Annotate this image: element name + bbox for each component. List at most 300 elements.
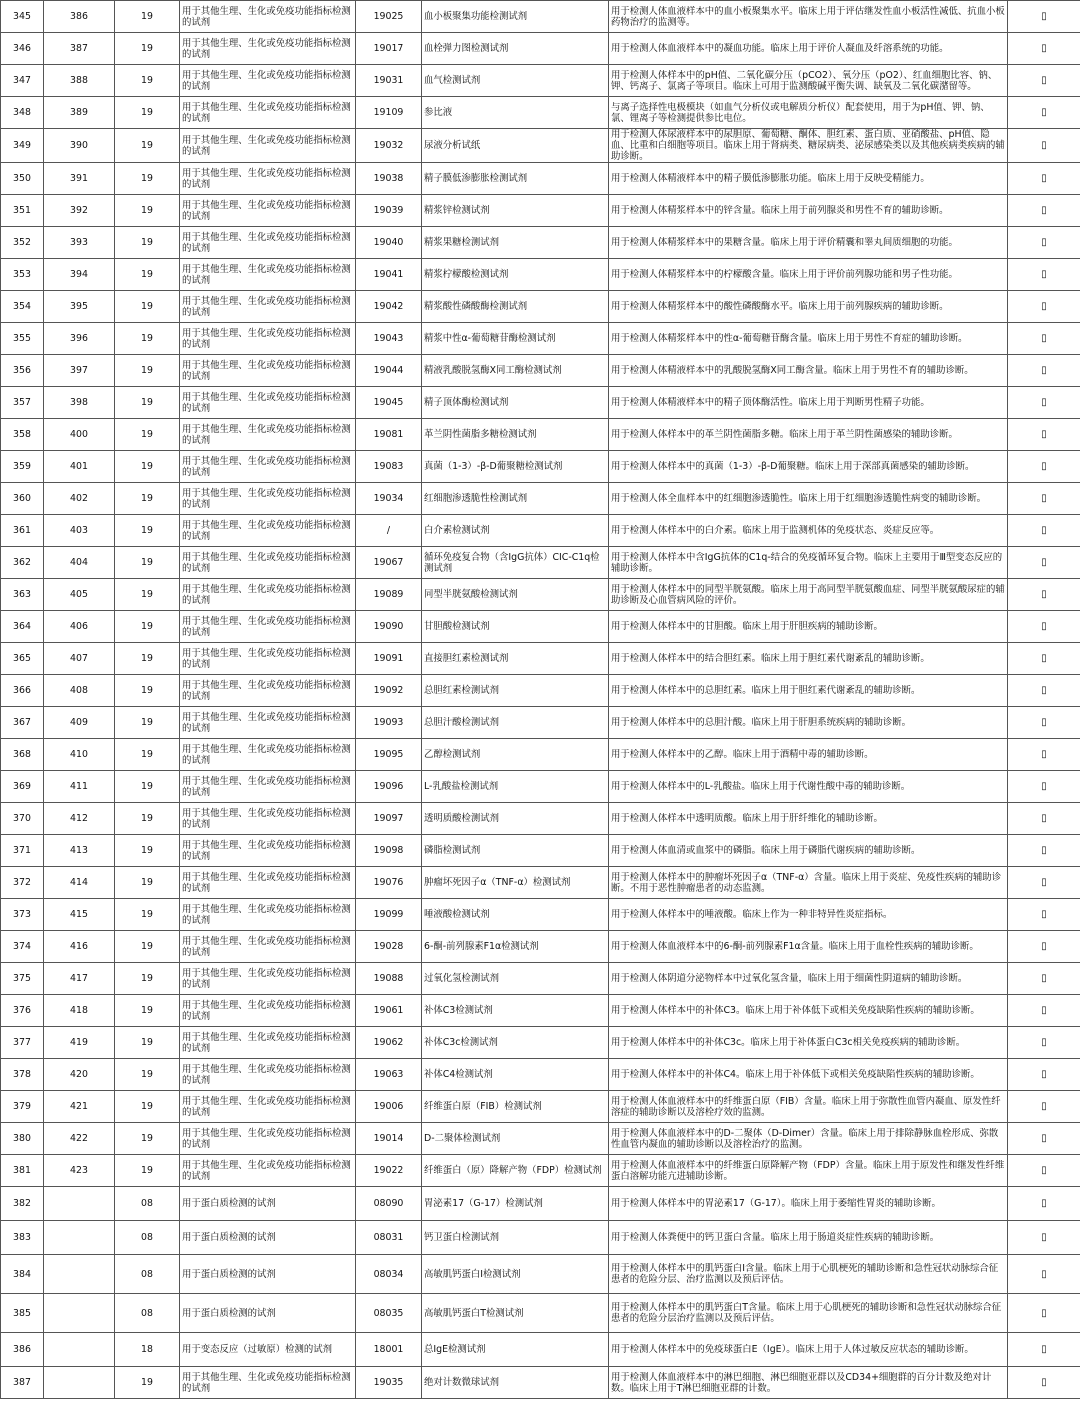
row-seq-cell: 383 (1, 1221, 44, 1255)
row-category-name-cell: 用于其他生理、生化或免疫功能指标检测的试剂 (180, 675, 356, 707)
row-mark-cell: ▯ (1008, 803, 1080, 835)
row-description-text: 用于检测人体血液样本中的纤维蛋白原（FIB）含量。临床上用于弥散性血管内凝血、原发性纤溶症的辅助诊断以及溶栓疗效的监测。 (611, 1095, 1001, 1118)
row-seq-cell: 368 (1, 739, 44, 771)
row-category-code-cell: 19 (115, 65, 180, 97)
row-description-cell (609, 515, 1008, 547)
row-description-text: 用于检测人体样本中的免疫球蛋白E（IgE）。临床上用于人体过敏反应状态的辅助诊断。 (611, 1344, 974, 1355)
row-product-name-cell: 纤维蛋白（原）降解产物（FDP）检测试剂 (422, 1155, 609, 1187)
row-category-name-cell: 用于其他生理、生化或免疫功能指标检测的试剂 (180, 931, 356, 963)
row-seq-cell: 378 (1, 1059, 44, 1091)
table-row (1, 931, 1080, 963)
row-category-code-cell: 19 (115, 227, 180, 259)
row-product-name-cell: 精浆柠檬酸检测试剂 (422, 259, 609, 291)
row-seq-cell: 347 (1, 65, 44, 97)
row-description-text: 用于检测人体血液样本中的血小板聚集水平。临床上用于评估继发性血小板活性减低、抗血小板药物治疗的监测等。 (611, 5, 1005, 28)
table-row (1, 163, 1080, 195)
row-product-name-cell: 总胆红素检测试剂 (422, 675, 609, 707)
table-row (1, 195, 1080, 227)
row-item-code-cell: 19028 (356, 931, 422, 963)
row-category-code-cell: 19 (115, 129, 180, 163)
row-mark-cell: ▯ (1008, 291, 1080, 323)
row-mark-cell: ▯ (1008, 739, 1080, 771)
row-original-seq-cell: 416 (44, 931, 115, 963)
row-item-code-cell: 19042 (356, 291, 422, 323)
row-mark-cell: ▯ (1008, 963, 1080, 995)
row-category-code-cell: 19 (115, 995, 180, 1027)
row-description-cell (609, 771, 1008, 803)
row-original-seq-cell: 388 (44, 65, 115, 97)
row-category-code-cell: 08 (115, 1187, 180, 1221)
row-item-code-cell: 19098 (356, 835, 422, 867)
row-category-name-cell: 用于其他生理、生化或免疫功能指标检测的试剂 (180, 771, 356, 803)
row-category-name-cell: 用于其他生理、生化或免疫功能指标检测的试剂 (180, 643, 356, 675)
row-item-code-cell: 19061 (356, 995, 422, 1027)
row-category-code-cell: 19 (115, 867, 180, 899)
row-description-cell (609, 1027, 1008, 1059)
row-description-cell (609, 547, 1008, 579)
row-mark-cell: ▯ (1008, 483, 1080, 515)
table-row (1, 1027, 1080, 1059)
row-original-seq-cell: 420 (44, 1059, 115, 1091)
row-description-text: 用于检测人体样本中的胃泌素17（G-17）。临床上用于萎缩性胃炎的辅助诊断。 (611, 1198, 941, 1209)
row-description-cell (609, 483, 1008, 515)
row-description-text: 用于检测人体血液样本中的6-酮-前列腺素F1α含量。临床上用于血栓性疾病的辅助诊断。 (611, 941, 979, 952)
row-mark-cell: ▯ (1008, 1091, 1080, 1123)
row-description-cell (609, 227, 1008, 259)
row-description-cell (609, 1123, 1008, 1155)
row-seq-cell: 351 (1, 195, 44, 227)
row-category-code-cell: 19 (115, 931, 180, 963)
table-row (1, 259, 1080, 291)
table-row (1, 835, 1080, 867)
row-seq-cell: 374 (1, 931, 44, 963)
row-product-name-cell: 精浆果糖检测试剂 (422, 227, 609, 259)
row-description-text: 用于检测人体精浆样本中的柠檬酸含量。临床上用于评价前列腺功能和男子性功能。 (611, 269, 958, 280)
row-product-name-cell: 高敏肌钙蛋白I检测试剂 (422, 1255, 609, 1294)
row-category-code-cell: 19 (115, 1155, 180, 1187)
row-item-code-cell: 19032 (356, 129, 422, 163)
row-description-cell (609, 867, 1008, 899)
row-mark-cell: ▯ (1008, 1059, 1080, 1091)
row-original-seq-cell: 400 (44, 419, 115, 451)
row-description-text: 用于检测人体精液样本中的精子膜低渗膨胀功能。临床上用于反映受精能力。 (611, 173, 930, 184)
row-original-seq-cell: 393 (44, 227, 115, 259)
row-description-text: 用于检测人体全血样本中的红细胞渗透脆性。临床上用于红细胞渗透脆性病变的辅助诊断。 (611, 493, 987, 504)
table-row (1, 1059, 1080, 1091)
row-seq-cell: 365 (1, 643, 44, 675)
row-original-seq-cell: 402 (44, 483, 115, 515)
row-original-seq-cell: 401 (44, 451, 115, 483)
row-category-name-cell: 用于其他生理、生化或免疫功能指标检测的试剂 (180, 419, 356, 451)
row-original-seq-cell: 397 (44, 355, 115, 387)
row-original-seq-cell: 394 (44, 259, 115, 291)
row-product-name-cell: 透明质酸检测试剂 (422, 803, 609, 835)
row-original-seq-cell: 404 (44, 547, 115, 579)
row-item-code-cell: 19041 (356, 259, 422, 291)
row-category-name-cell: 用于蛋白质检测的试剂 (180, 1255, 356, 1294)
row-product-name-cell: 总胆汁酸检测试剂 (422, 707, 609, 739)
table-row (1, 451, 1080, 483)
row-original-seq-cell: 387 (44, 33, 115, 65)
row-seq-cell: 364 (1, 611, 44, 643)
row-item-code-cell: 19083 (356, 451, 422, 483)
row-product-name-cell: 精浆中性α-葡萄糖苷酶检测试剂 (422, 323, 609, 355)
row-original-seq-cell: 390 (44, 129, 115, 163)
row-item-code-cell: 19017 (356, 33, 422, 65)
row-category-code-cell: 19 (115, 355, 180, 387)
row-category-code-cell: 08 (115, 1255, 180, 1294)
row-description-text: 与离子选择性电极模块（如血气分析仪或电解质分析仪）配套使用，用于为pH值、钾、钠、氯、锂离子等检测提供参比电位。 (611, 101, 990, 124)
table-row (1, 611, 1080, 643)
row-description-cell (609, 33, 1008, 65)
row-description-text: 用于检测人体尿液样本中的尿胆原、葡萄糖、酮体、胆红素、蛋白质、亚硝酸盐、pH值、隐血、比重和白细胞等项目。临床上用于肾病类、糖尿病类、泌尿感染类以及其他疾病类疾病的辅助诊断。 (611, 129, 1005, 162)
row-item-code-cell: 08031 (356, 1221, 422, 1255)
row-description-cell (609, 931, 1008, 963)
row-product-name-cell: 乙醇检测试剂 (422, 739, 609, 771)
row-seq-cell: 382 (1, 1187, 44, 1221)
row-seq-cell: 386 (1, 1333, 44, 1367)
row-item-code-cell: 08090 (356, 1187, 422, 1221)
table-row (1, 515, 1080, 547)
row-description-text: 用于检测人体样本中的pH值、二氧化碳分压（pCO2）、氧分压（pO2）、红血细胞比容、钠、钾、钙离子、氯离子等项目。临床上可用于监测酸碱平衡失调、缺氧及二氧化碳潴留等。 (611, 69, 998, 92)
row-description-cell (609, 803, 1008, 835)
row-category-code-cell: 08 (115, 1221, 180, 1255)
row-category-name-cell: 用于其他生理、生化或免疫功能指标检测的试剂 (180, 707, 356, 739)
row-category-name-cell: 用于其他生理、生化或免疫功能指标检测的试剂 (180, 1091, 356, 1123)
row-original-seq-cell: 410 (44, 739, 115, 771)
row-description-text: 用于检测人体样本中的乙醇。临床上用于酒精中毒的辅助诊断。 (611, 749, 874, 760)
row-category-name-cell: 用于其他生理、生化或免疫功能指标检测的试剂 (180, 259, 356, 291)
row-mark-cell: ▯ (1008, 643, 1080, 675)
row-original-seq-cell: 419 (44, 1027, 115, 1059)
row-category-name-cell: 用于其他生理、生化或免疫功能指标检测的试剂 (180, 515, 356, 547)
row-category-name-cell: 用于其他生理、生化或免疫功能指标检测的试剂 (180, 227, 356, 259)
row-product-name-cell: 真菌（1-3）-β-D葡聚糖检测试剂 (422, 451, 609, 483)
row-seq-cell: 353 (1, 259, 44, 291)
table-row (1, 1, 1080, 33)
row-seq-cell: 366 (1, 675, 44, 707)
row-category-code-cell: 19 (115, 195, 180, 227)
row-description-cell (609, 611, 1008, 643)
row-description-text: 用于检测人体精浆样本中的果糖含量。临床上用于评价精囊和睾丸间质细胞的功能。 (611, 237, 958, 248)
row-seq-cell: 384 (1, 1255, 44, 1294)
row-description-text: 用于检测人体血液样本中的D-二聚体（D-Dimer）含量。临床上用于排除静脉血栓形成、弥散性血管内凝血的辅助诊断以及溶栓治疗的监测。 (611, 1127, 999, 1150)
row-seq-cell: 377 (1, 1027, 44, 1059)
row-mark-cell: ▯ (1008, 835, 1080, 867)
row-item-code-cell: 19006 (356, 1091, 422, 1123)
row-seq-cell: 379 (1, 1091, 44, 1123)
row-mark-cell: ▯ (1008, 547, 1080, 579)
row-item-code-cell: 18001 (356, 1333, 422, 1367)
row-original-seq-cell: 418 (44, 995, 115, 1027)
row-description-text: 用于检测人体样本中的肌钙蛋白I含量。临床上用于心肌梗死的辅助诊断和急性冠状动脉综合征患者的危险分层、治疗监测以及预后评估。 (611, 1263, 999, 1285)
row-original-seq-cell: 413 (44, 835, 115, 867)
row-description-cell (609, 387, 1008, 419)
table-row (1, 803, 1080, 835)
row-description-text: 用于检测人体血液样本中的淋巴细胞、淋巴细胞亚群以及CD34+细胞群的百分计数及绝对计数。临床上用于T淋巴细胞亚群的计数。 (611, 1371, 992, 1394)
row-original-seq-cell: 417 (44, 963, 115, 995)
row-original-seq-cell: 391 (44, 163, 115, 195)
row-product-name-cell: 唾液酸检测试剂 (422, 899, 609, 931)
row-category-name-cell: 用于其他生理、生化或免疫功能指标检测的试剂 (180, 899, 356, 931)
table-row (1, 355, 1080, 387)
row-item-code-cell: 19022 (356, 1155, 422, 1187)
row-description-cell (609, 1, 1008, 33)
row-seq-cell: 346 (1, 33, 44, 65)
row-mark-cell: ▯ (1008, 931, 1080, 963)
row-item-code-cell: 19044 (356, 355, 422, 387)
row-description-cell (609, 995, 1008, 1027)
row-category-name-cell: 用于其他生理、生化或免疫功能指标检测的试剂 (180, 579, 356, 611)
row-seq-cell: 357 (1, 387, 44, 419)
row-item-code-cell: 19091 (356, 643, 422, 675)
row-description-cell (609, 1367, 1008, 1399)
row-description-text: 用于检测人体样本中透明质酸。临床上用于肝纤维化的辅助诊断。 (611, 813, 883, 824)
table-row (1, 707, 1080, 739)
row-description-cell (609, 1059, 1008, 1091)
row-category-code-cell: 19 (115, 611, 180, 643)
row-mark-cell: ▯ (1008, 1123, 1080, 1155)
row-description-cell (609, 355, 1008, 387)
row-product-name-cell: 精浆锌检测试剂 (422, 195, 609, 227)
row-category-code-cell: 19 (115, 33, 180, 65)
row-product-name-cell: 甘胆酸检测试剂 (422, 611, 609, 643)
row-mark-cell: ▯ (1008, 611, 1080, 643)
row-original-seq-cell: 395 (44, 291, 115, 323)
row-category-code-cell: 19 (115, 163, 180, 195)
row-description-text: 用于检测人体精浆样本中的锌含量。临床上用于前列腺炎和男性不育的辅助诊断。 (611, 205, 949, 216)
row-description-text: 用于检测人体样本中的L-乳酸盐。临床上用于代谢性酸中毒的辅助诊断。 (611, 781, 911, 792)
row-item-code-cell: 19035 (356, 1367, 422, 1399)
row-mark-cell: ▯ (1008, 195, 1080, 227)
row-seq-cell: 358 (1, 419, 44, 451)
row-category-code-cell: 19 (115, 643, 180, 675)
row-item-code-cell: 19040 (356, 227, 422, 259)
table-row (1, 867, 1080, 899)
row-item-code-cell: 19034 (356, 483, 422, 515)
row-item-code-cell: 19014 (356, 1123, 422, 1155)
row-description-cell (609, 129, 1008, 163)
row-description-text: 用于检测人体阴道分泌物样本中过氧化氢含量，临床上用于细菌性阴道病的辅助诊断。 (611, 973, 968, 984)
row-description-cell (609, 291, 1008, 323)
table-row (1, 129, 1080, 163)
row-mark-cell: ▯ (1008, 515, 1080, 547)
row-mark-cell: ▯ (1008, 899, 1080, 931)
row-item-code-cell: 19039 (356, 195, 422, 227)
row-product-name-cell: 总IgE检测试剂 (422, 1333, 609, 1367)
table-row (1, 579, 1080, 611)
row-original-seq-cell: 412 (44, 803, 115, 835)
row-original-seq-cell (44, 1187, 115, 1221)
row-mark-cell: ▯ (1008, 1367, 1080, 1399)
row-category-code-cell: 19 (115, 1367, 180, 1399)
row-seq-cell: 355 (1, 323, 44, 355)
row-mark-cell: ▯ (1008, 387, 1080, 419)
row-description-text: 用于检测人体血清或血浆中的磷脂。临床上用于磷脂代谢疾病的辅助诊断。 (611, 845, 921, 856)
row-item-code-cell: 19045 (356, 387, 422, 419)
table-row (1, 323, 1080, 355)
row-seq-cell: 363 (1, 579, 44, 611)
row-item-code-cell: 19025 (356, 1, 422, 33)
row-category-code-cell: 19 (115, 547, 180, 579)
row-category-name-cell: 用于变态反应（过敏原）检测的试剂 (180, 1333, 356, 1367)
table-row (1, 1367, 1080, 1399)
row-mark-cell: ▯ (1008, 1187, 1080, 1221)
row-category-code-cell: 19 (115, 419, 180, 451)
table-row (1, 1221, 1080, 1255)
row-product-name-cell: 精浆酸性磷酸酶检测试剂 (422, 291, 609, 323)
row-category-name-cell: 用于其他生理、生化或免疫功能指标检测的试剂 (180, 803, 356, 835)
row-category-name-cell: 用于其他生理、生化或免疫功能指标检测的试剂 (180, 195, 356, 227)
row-description-cell (609, 739, 1008, 771)
row-item-code-cell: 19095 (356, 739, 422, 771)
row-description-text: 用于检测人体样本中的唾液酸。临床上作为一种非特异性炎症指标。 (611, 909, 893, 920)
row-mark-cell: ▯ (1008, 1155, 1080, 1187)
table-body (1, 1, 1080, 1399)
row-seq-cell: 359 (1, 451, 44, 483)
row-description-cell (609, 97, 1008, 129)
row-seq-cell: 345 (1, 1, 44, 33)
row-item-code-cell: 19109 (356, 97, 422, 129)
row-category-code-cell: 19 (115, 1091, 180, 1123)
row-mark-cell: ▯ (1008, 451, 1080, 483)
row-mark-cell: ▯ (1008, 65, 1080, 97)
row-description-text: 用于检测人体血液样本中的纤维蛋白原降解产物（FDP）含量。临床上用于原发性和继发性纤维蛋白溶解功能亢进辅助诊断。 (611, 1159, 1005, 1182)
row-seq-cell: 356 (1, 355, 44, 387)
table-row (1, 483, 1080, 515)
row-mark-cell: ▯ (1008, 1027, 1080, 1059)
row-description-text: 用于检测人体精浆样本中的性α-葡萄糖苷酶含量。临床上用于男性不育症的辅助诊断。 (611, 333, 968, 344)
row-category-name-cell: 用于其他生理、生化或免疫功能指标检测的试剂 (180, 835, 356, 867)
row-description-cell (609, 163, 1008, 195)
row-description-cell (609, 195, 1008, 227)
row-original-seq-cell: 386 (44, 1, 115, 33)
row-item-code-cell: 19076 (356, 867, 422, 899)
row-category-code-cell: 19 (115, 291, 180, 323)
row-description-text: 用于检测人体样本中含IgG抗体的C1q-结合的免疫循环复合物。临床上主要用于Ⅲ型变态反应的辅助诊断。 (611, 551, 1003, 574)
row-product-name-cell: L-乳酸盐检测试剂 (422, 771, 609, 803)
row-description-cell (609, 963, 1008, 995)
row-category-name-cell: 用于蛋白质检测的试剂 (180, 1294, 356, 1333)
table-row (1, 1187, 1080, 1221)
row-original-seq-cell: 414 (44, 867, 115, 899)
row-seq-cell: 352 (1, 227, 44, 259)
row-original-seq-cell: 403 (44, 515, 115, 547)
row-category-code-cell: 19 (115, 675, 180, 707)
row-product-name-cell: 精子膜低渗膨胀检测试剂 (422, 163, 609, 195)
row-item-code-cell: 19062 (356, 1027, 422, 1059)
row-original-seq-cell: 398 (44, 387, 115, 419)
row-category-code-cell: 19 (115, 739, 180, 771)
row-category-code-cell: 19 (115, 899, 180, 931)
row-description-cell (609, 1155, 1008, 1187)
table-row (1, 1294, 1080, 1333)
row-category-code-cell: 19 (115, 387, 180, 419)
row-description-text: 用于检测人体粪便中的钙卫蛋白含量。临床上用于肠道炎症性疾病的辅助诊断。 (611, 1232, 940, 1243)
row-description-text: 用于检测人体样本中的白介素。临床上用于监测机体的免疫状态、炎症反应等。 (611, 525, 940, 536)
row-description-cell (609, 259, 1008, 291)
row-category-name-cell: 用于其他生理、生化或免疫功能指标检测的试剂 (180, 451, 356, 483)
table-row (1, 291, 1080, 323)
row-category-code-cell: 19 (115, 259, 180, 291)
row-description-cell (609, 1294, 1008, 1333)
row-product-name-cell: 参比液 (422, 97, 609, 129)
row-description-cell (609, 419, 1008, 451)
row-mark-cell: ▯ (1008, 1255, 1080, 1294)
row-category-name-cell: 用于其他生理、生化或免疫功能指标检测的试剂 (180, 1, 356, 33)
row-category-name-cell: 用于其他生理、生化或免疫功能指标检测的试剂 (180, 65, 356, 97)
row-description-cell (609, 323, 1008, 355)
row-product-name-cell: 白介素检测试剂 (422, 515, 609, 547)
table-row (1, 1155, 1080, 1187)
row-original-seq-cell: 389 (44, 97, 115, 129)
row-item-code-cell: 19092 (356, 675, 422, 707)
row-seq-cell: 350 (1, 163, 44, 195)
row-item-code-cell: 19093 (356, 707, 422, 739)
row-mark-cell: ▯ (1008, 227, 1080, 259)
row-product-name-cell: 磷脂检测试剂 (422, 835, 609, 867)
row-product-name-cell: 6-酮-前列腺素F1α检测试剂 (422, 931, 609, 963)
row-item-code-cell: 19088 (356, 963, 422, 995)
row-seq-cell: 348 (1, 97, 44, 129)
row-mark-cell: ▯ (1008, 163, 1080, 195)
row-category-code-cell: 18 (115, 1333, 180, 1367)
row-category-name-cell: 用于其他生理、生化或免疫功能指标检测的试剂 (180, 547, 356, 579)
row-mark-cell: ▯ (1008, 97, 1080, 129)
row-original-seq-cell (44, 1333, 115, 1367)
row-category-code-cell: 19 (115, 97, 180, 129)
row-seq-cell: 376 (1, 995, 44, 1027)
row-seq-cell: 387 (1, 1367, 44, 1399)
row-original-seq-cell: 405 (44, 579, 115, 611)
row-description-cell (609, 1187, 1008, 1221)
row-category-name-cell: 用于其他生理、生化或免疫功能指标检测的试剂 (180, 963, 356, 995)
row-original-seq-cell: 409 (44, 707, 115, 739)
row-item-code-cell: 19089 (356, 579, 422, 611)
row-description-cell (609, 579, 1008, 611)
table-row (1, 1333, 1080, 1367)
row-original-seq-cell (44, 1255, 115, 1294)
row-seq-cell: 380 (1, 1123, 44, 1155)
table-row (1, 675, 1080, 707)
row-product-name-cell: 纤维蛋白原（FIB）检测试剂 (422, 1091, 609, 1123)
row-description-text: 用于检测人体精浆样本中的酸性磷酸酶水平。临床上用于前列腺疾病的辅助诊断。 (611, 301, 949, 312)
table-row (1, 97, 1080, 129)
row-category-name-cell: 用于蛋白质检测的试剂 (180, 1187, 356, 1221)
row-seq-cell: 371 (1, 835, 44, 867)
row-category-code-cell: 19 (115, 1027, 180, 1059)
row-mark-cell: ▯ (1008, 355, 1080, 387)
row-mark-cell: ▯ (1008, 867, 1080, 899)
row-description-cell (609, 835, 1008, 867)
table-row (1, 387, 1080, 419)
row-item-code-cell: 19097 (356, 803, 422, 835)
table-row (1, 1123, 1080, 1155)
row-description-cell (609, 1091, 1008, 1123)
row-category-code-cell: 19 (115, 1123, 180, 1155)
row-description-text: 用于检测人体样本中的结合胆红素。临床上用于胆红素代谢紊乱的辅助诊断。 (611, 653, 930, 664)
row-item-code-cell: / (356, 515, 422, 547)
row-category-name-cell: 用于其他生理、生化或免疫功能指标检测的试剂 (180, 1059, 356, 1091)
row-mark-cell: ▯ (1008, 1221, 1080, 1255)
row-category-name-cell: 用于其他生理、生化或免疫功能指标检测的试剂 (180, 739, 356, 771)
row-original-seq-cell: 423 (44, 1155, 115, 1187)
row-category-code-cell: 19 (115, 451, 180, 483)
row-product-name-cell: 绝对计数微球试剂 (422, 1367, 609, 1399)
row-product-name-cell: 精子顶体酶检测试剂 (422, 387, 609, 419)
row-category-code-cell: 19 (115, 515, 180, 547)
row-mark-cell: ▯ (1008, 1, 1080, 33)
